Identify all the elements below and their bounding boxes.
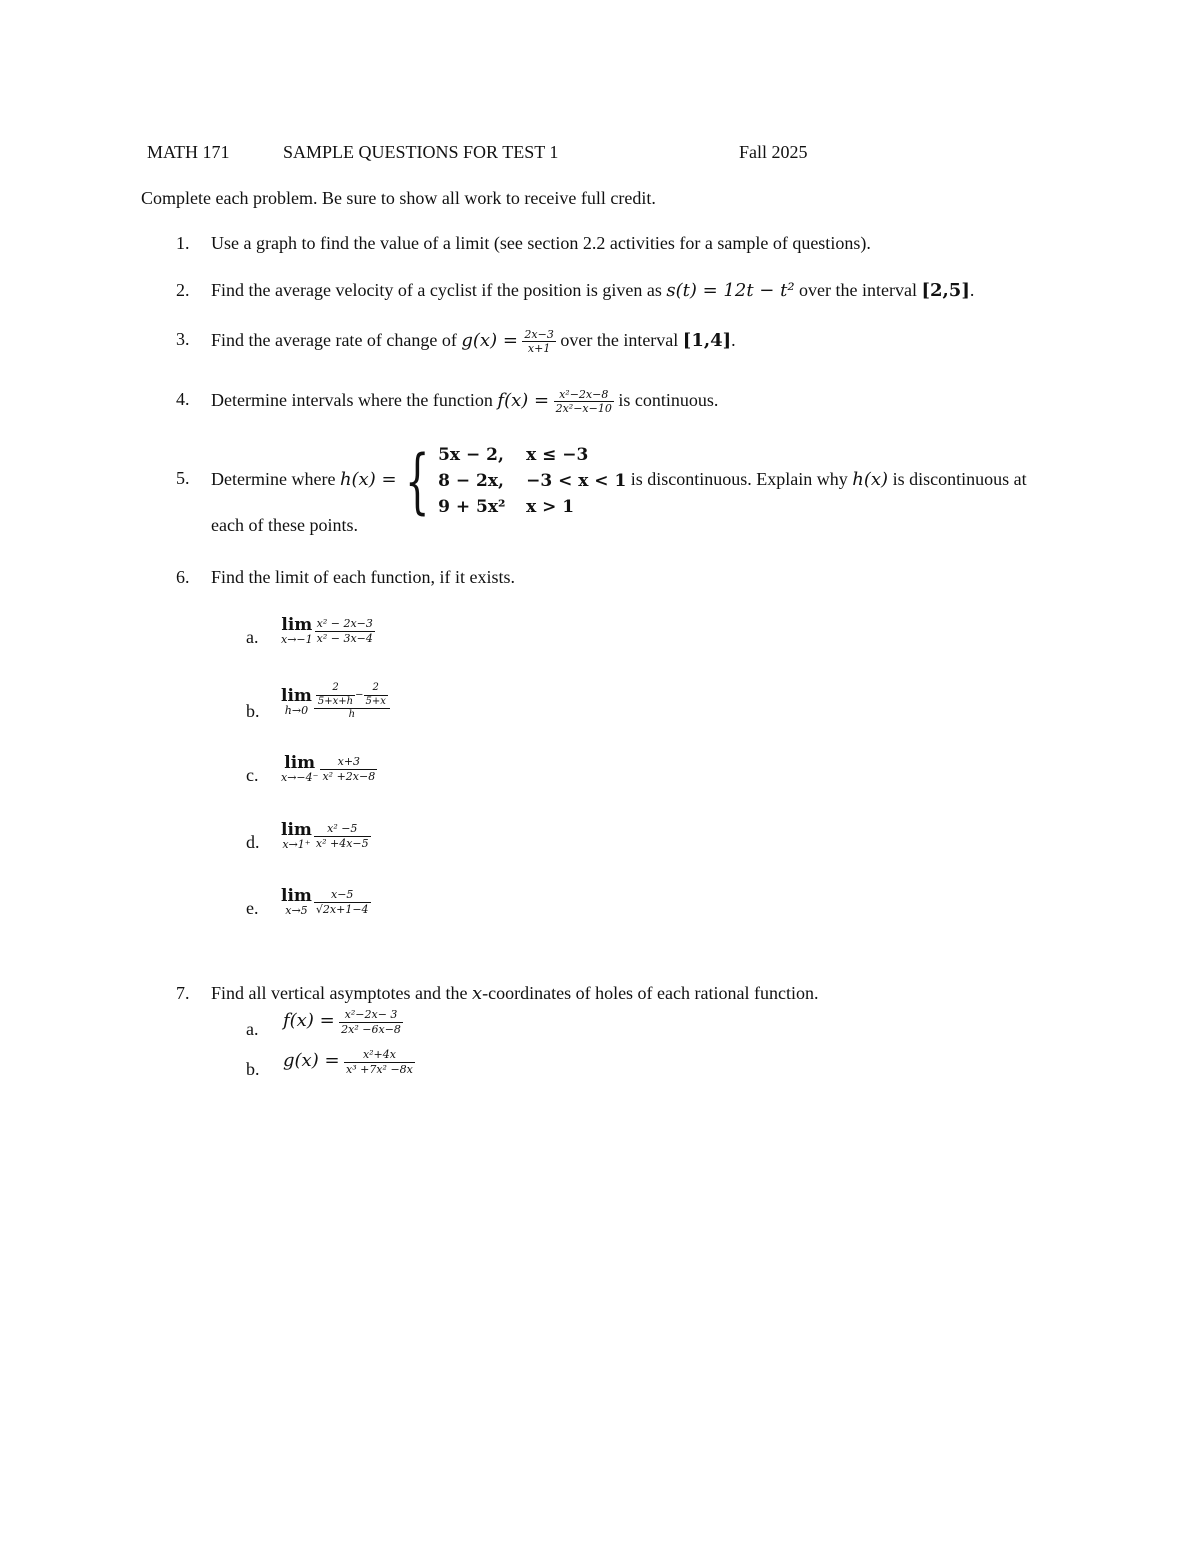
q6b-inner-fraction-2 — [364, 683, 388, 707]
q3-fraction — [522, 329, 555, 355]
left-brace: { — [405, 439, 430, 522]
q6b-numerator — [314, 683, 390, 709]
q3-end: . — [731, 330, 736, 350]
q6d-denominator: x² +4x−5 — [315, 836, 369, 850]
q6b-minus: − — [355, 689, 364, 701]
q5-case-3 — [438, 494, 626, 520]
q5-case-3-cond: x > 1 — [526, 496, 575, 517]
q5-mid: is discontinuous. Explain why — [630, 469, 848, 489]
lim-word: lim — [281, 615, 313, 635]
lim-subscript: h→0 — [284, 703, 309, 717]
q4-fraction — [554, 389, 614, 415]
q6e-fraction — [314, 889, 371, 915]
q6c-label: c. — [246, 765, 259, 785]
q2-position-function: s(t) = 12t − t² — [666, 280, 795, 301]
q7b-denominator: x³ +7x² −8x — [346, 1062, 413, 1076]
q3-mid: over the interval — [560, 330, 679, 350]
q4-number: 4. — [176, 389, 190, 409]
q5-number: 5. — [176, 468, 190, 488]
q6d-numerator: x² −5 — [314, 823, 371, 837]
q5-case-1 — [438, 442, 626, 468]
q4-lhs: f(x) = — [497, 390, 550, 411]
q6b-label: b. — [246, 701, 260, 721]
q6b-denominator: h — [348, 709, 356, 720]
lim-subscript: x→1⁺ — [282, 838, 311, 851]
q3-line — [211, 318, 736, 363]
q7-end: -coordinates of holes of each rational function. — [482, 983, 819, 1003]
q6a-expression — [281, 617, 375, 645]
q5-case-2 — [438, 468, 626, 494]
q6b-inner-num-1: 2 — [316, 683, 355, 696]
q5-pre: Determine where — [211, 469, 336, 489]
q6c-expression — [281, 755, 377, 783]
q5-case-2-expr: 8 − 2x, — [438, 470, 504, 491]
course-code: MATH 171 — [147, 142, 230, 162]
q3-number: 3. — [176, 329, 190, 349]
q6b-inner-fraction-1 — [316, 683, 355, 707]
q6a-label: a. — [246, 627, 259, 647]
q6b-inner-den-1: 5+x+h — [317, 695, 354, 707]
instructions: Complete each problem. Be sure to show all work to receive full credit. — [141, 188, 656, 208]
q6b-inner-den-2: 5+x — [365, 695, 386, 707]
q4-pre: Determine intervals where the function — [211, 390, 493, 410]
q3-numerator: 2x−3 — [524, 327, 554, 341]
q4-line — [211, 378, 718, 423]
q6e-label: e. — [246, 898, 259, 918]
q6d-limit — [281, 822, 312, 850]
q2-end: . — [969, 280, 975, 300]
q5-piecewise — [438, 442, 626, 520]
q5-line — [211, 440, 1027, 520]
q2-number: 2. — [176, 280, 190, 300]
q2-interval: [2,5] — [921, 280, 970, 301]
q5-end: is discontinuous at — [892, 469, 1027, 489]
q4-denominator: 2x²−x−10 — [555, 402, 612, 416]
q6c-fraction — [320, 756, 377, 782]
q6-text: Find the limit of each function, if it exists. — [211, 567, 515, 587]
q7a-numerator: x²−2x− 3 — [339, 1009, 403, 1023]
q5-case-1-expr: 5x − 2, — [438, 444, 504, 465]
q7-number: 7. — [176, 983, 190, 1003]
q6e-expression — [281, 888, 371, 916]
lim-subscript: x→5 — [285, 904, 308, 917]
q6c-denominator: x² +2x−8 — [322, 769, 376, 783]
q6b-expression — [281, 683, 390, 721]
q6a-denominator: x² − 3x−4 — [316, 631, 373, 645]
q6b-inner-num-2: 2 — [364, 683, 388, 696]
q6c-numerator: x+3 — [320, 756, 377, 770]
q6a-limit — [281, 617, 313, 645]
q6e-numerator: x−5 — [314, 889, 371, 903]
lim-word: lim — [281, 820, 312, 840]
q6e-limit — [281, 888, 312, 916]
term: Fall 2025 — [739, 142, 808, 162]
q5-case-2-cond: −3 < x < 1 — [526, 470, 627, 491]
q7a-expression — [283, 1009, 403, 1035]
lim-subscript: x→−4⁻ — [281, 771, 319, 784]
q3-interval: [1,4] — [682, 330, 732, 351]
q7b-expression — [283, 1049, 415, 1075]
q6b-limit — [281, 685, 312, 717]
q7b-numerator: x²+4x — [344, 1049, 415, 1063]
lim-word: lim — [281, 685, 312, 706]
q3-pre: Find the average rate of change of — [211, 330, 457, 350]
q7a-label: a. — [246, 1019, 259, 1039]
q7b-label: b. — [246, 1059, 260, 1079]
q4-numerator: x²−2x−8 — [554, 389, 614, 403]
lim-subscript: x→−1 — [281, 633, 313, 646]
q1-number: 1. — [176, 233, 190, 253]
q6d-expression — [281, 822, 371, 850]
q6c-limit — [281, 755, 318, 783]
document-title: SAMPLE QUESTIONS FOR TEST 1 — [283, 142, 559, 162]
q6d-fraction — [314, 823, 371, 849]
q3-denominator: x+1 — [527, 342, 551, 356]
lim-word: lim — [284, 753, 316, 773]
q7-pre: Find all vertical asymptotes and the — [211, 983, 468, 1003]
q6e-denominator: √2x+1−4 — [315, 902, 369, 916]
q7a-lhs: f(x) = — [283, 1010, 335, 1032]
q6a-fraction — [315, 618, 375, 644]
q2-line — [211, 280, 974, 301]
q7-var: x — [471, 983, 483, 1004]
q4-end: is continuous. — [618, 390, 719, 410]
q2-pre: Find the average velocity of a cyclist if the position is given as — [211, 280, 662, 300]
q1-text: Use a graph to find the value of a limit (see section 2.2 activities for a sample of questions). — [211, 233, 871, 253]
q7-line — [211, 983, 818, 1004]
q7b-lhs: g(x) = — [283, 1050, 340, 1072]
q6d-label: d. — [246, 832, 260, 852]
q5-lhs: h(x) = — [339, 469, 397, 490]
q6-number: 6. — [176, 567, 190, 587]
lim-word: lim — [281, 886, 312, 906]
q7a-denominator: 2x² −6x−8 — [341, 1022, 401, 1036]
q5-fn: h(x) — [852, 469, 889, 490]
q7b-fraction — [344, 1049, 415, 1075]
q3-lhs: g(x) = — [461, 330, 518, 351]
q5-case-3-expr: 9 + 5x² — [438, 496, 506, 517]
q6b-fraction — [314, 683, 390, 721]
q2-mid: over the interval — [799, 280, 917, 300]
q5-line2: each of these points. — [211, 515, 358, 535]
q6a-numerator: x² − 2x−3 — [316, 616, 373, 630]
q7a-fraction — [339, 1009, 403, 1035]
q5-case-1-cond: x ≤ −3 — [526, 444, 589, 465]
